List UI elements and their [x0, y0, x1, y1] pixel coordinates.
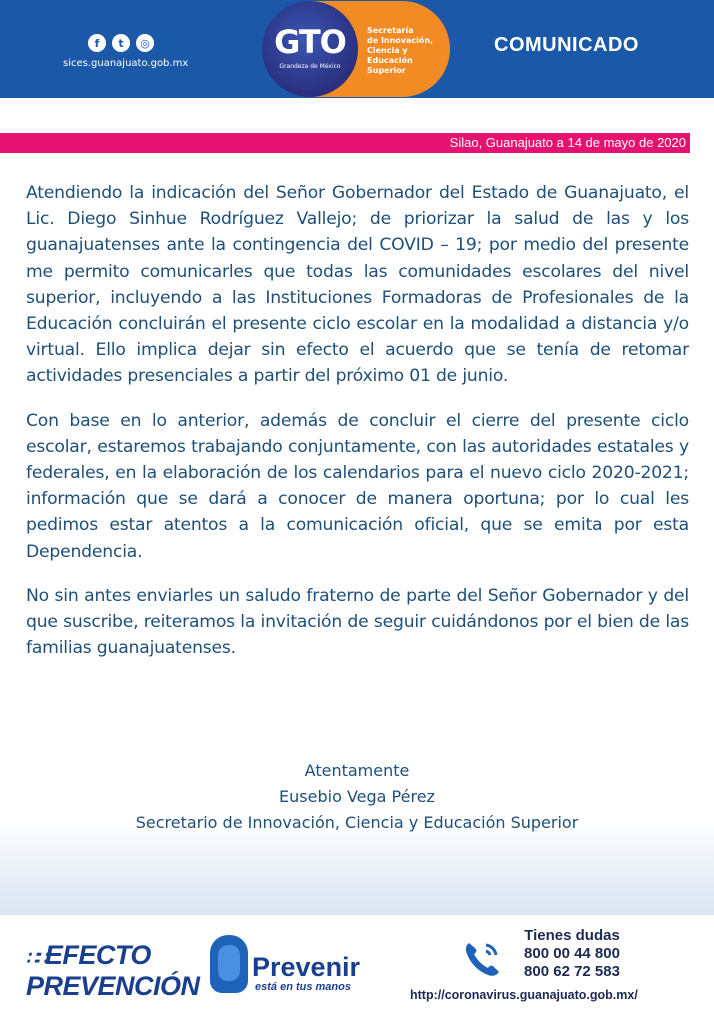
secretaria-line: de Innovación,	[367, 36, 434, 45]
site-url[interactable]: sices.guanajuato.gob.mx	[63, 58, 189, 69]
date-text: Silao, Guanajuato a 14 de mayo de 2020	[449, 135, 686, 150]
help-title: Tienes dudas	[524, 927, 620, 944]
signer-position: Secretario de Innovación, Ciencia y Educación Superior	[135, 813, 579, 832]
twitter-icon[interactable]: t	[112, 34, 130, 52]
instagram-icon[interactable]: ◎	[136, 34, 154, 52]
secretaria-line: Ciencia y	[367, 46, 408, 55]
facebook-icon[interactable]: f	[88, 34, 106, 52]
gto-logo	[262, 1, 358, 97]
help-block	[507, 927, 637, 981]
social-icons	[88, 34, 154, 52]
coronavirus-link[interactable]: http://coronavirus.guanajuato.gob.mx/	[410, 988, 638, 1002]
prevenir-tagline: está en tus manos	[255, 981, 351, 993]
secretaria-name	[367, 26, 449, 76]
paragraph: No sin antes enviarles un saludo fraterno de parte del Señor Gobernador y del que suscribe, reiteramos la invitación de seguir cuidándonos por el bien de las familias guanajuatenses.	[26, 585, 689, 659]
efecto-dots: ∷∷	[26, 948, 45, 968]
secretaria-line: Educación	[367, 56, 413, 65]
header-banner	[0, 0, 714, 98]
footer	[0, 915, 714, 1024]
date-bar	[0, 133, 690, 153]
hand-icon	[210, 935, 248, 993]
gto-logo-text: GTO	[274, 23, 346, 61]
prevenir-logo: Prevenir	[252, 952, 361, 982]
signer-name: Eusebio Vega Pérez	[279, 787, 435, 806]
gto-logo-subtitle: Grandeza de México	[279, 63, 341, 70]
paragraph: Con base en lo anterior, además de concluir el cierre del presente ciclo escolar, estaremos trabajando conjuntamente, con las autoridades estatales y federales, en la elaboración de los calendarios para el nuevo ciclo 2020-2021; información que se dará a conocer de manera oportuna; por lo cual les pedimos estar atentos a la comunicación oficial, que se emita por esta Dependencia.	[26, 410, 689, 562]
secretaria-line: Secretaría	[367, 26, 414, 35]
phone-icon	[460, 937, 504, 981]
paragraph: Atendiendo la indicación del Señor Gobernador del Estado de Guanajuato, el Lic. Diego Sinhue Rodríguez Vallejo; de priorizar la salud de las y los guanajuatenses ante la contingencia del COVID – 19; por medio del presente me permito comunicarles que todas las comunidades escolares del nivel superior, incluyendo a las Instituciones Formadoras de Profesionales de la Educación concluirán el presente ciclo escolar en la modalidad a distancia y/o virtual. Ello implica dejar sin efecto el acuerdo que se tenía de retomar actividades presenciales a partir del próximo 01 de junio.	[26, 183, 689, 387]
communique-body	[26, 180, 689, 679]
efecto-line2: PREVENCIÓN	[26, 971, 200, 1001]
efecto-line1: EFECTO	[44, 940, 151, 970]
page-title: COMUNICADO	[494, 34, 639, 56]
help-phone-2[interactable]: 800 62 72 583	[524, 963, 620, 980]
efecto-prevencion-logo	[26, 941, 200, 1000]
help-phone-1[interactable]: 800 00 44 800	[524, 945, 620, 962]
signature-block	[0, 758, 714, 836]
secretaria-line: Superior	[367, 66, 406, 75]
salutation: Atentamente	[304, 761, 410, 780]
